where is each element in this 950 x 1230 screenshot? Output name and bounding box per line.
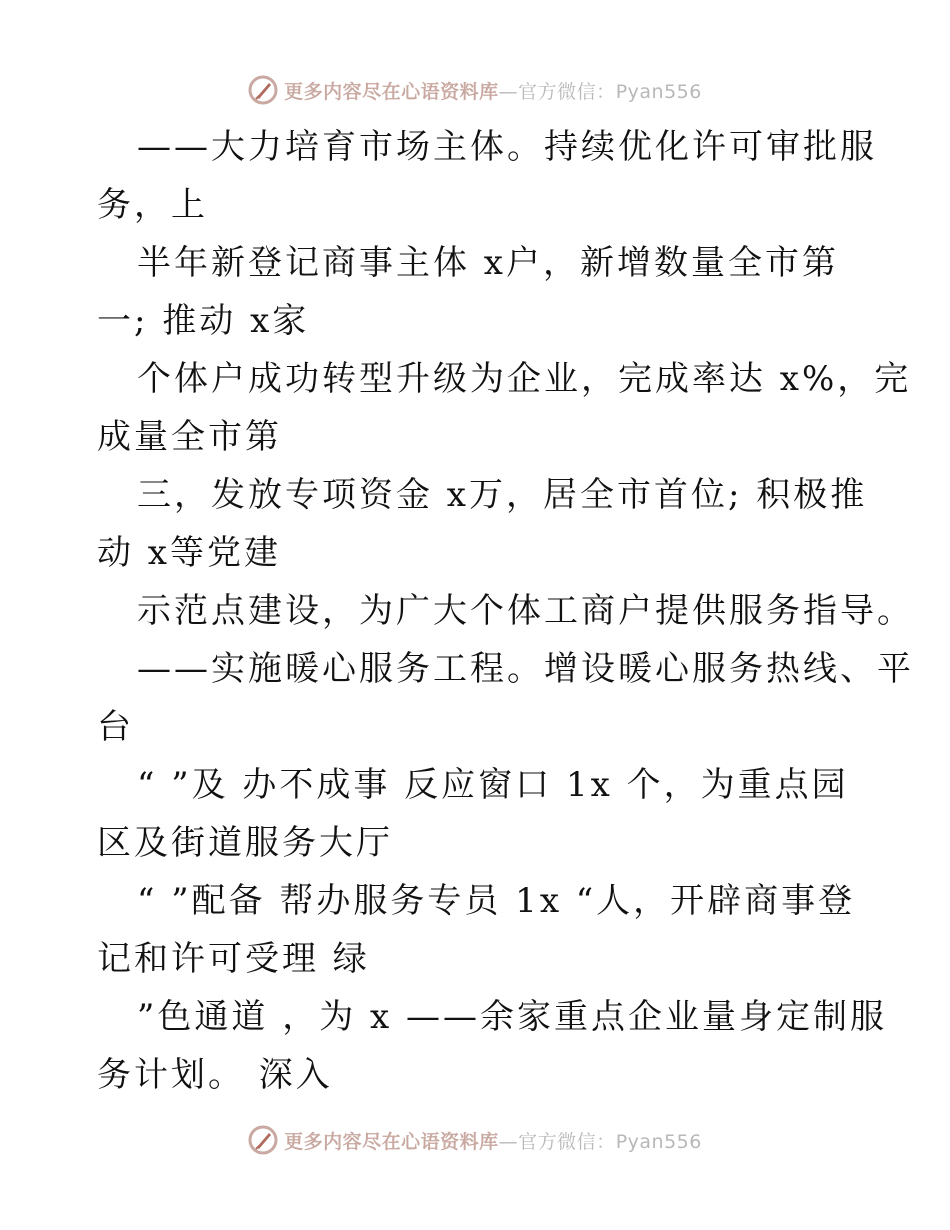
quill-logo-icon: [248, 75, 278, 105]
text-line: 区及街道服务大厅: [97, 823, 393, 863]
watermark-wechat-id: Pyan556: [615, 80, 702, 103]
document-body: [97, 118, 914, 1104]
text-line: ”色通道 ，为 x ——余家重点企业量身定制服: [137, 997, 887, 1037]
text-line: 个体户成功转型升级为企业，完成率达 x%，完: [137, 359, 912, 399]
text-line: 半年新登记商事主体 x户，新增数量全市第: [137, 243, 839, 283]
text-line: 示范点建设，为广大个体工商户提供服务指导。: [137, 591, 914, 631]
text-line: 务，上: [97, 185, 208, 225]
watermark-dash: —: [498, 80, 519, 103]
text-line: 动 x等党建: [97, 533, 281, 573]
watermark-main-text: 更多内容尽在心语资料库: [284, 80, 499, 103]
text-line: 台: [97, 707, 134, 747]
text-line: 一; 推动 x家: [97, 301, 310, 341]
watermark-sub-text: 官方微信：: [518, 1130, 616, 1153]
text-line: 成量全市第: [97, 417, 282, 457]
text-line: ——大力培育市场主体。持续优化许可审批服: [137, 127, 877, 167]
text-line: “ ”配备 帮办服务专员 1x “人，开辟商事登: [137, 881, 856, 921]
text-line: “ ”及 办不成事 反应窗口 1x 个，为重点园: [137, 765, 849, 805]
text-line: 三，发放专项资金 x万，居全市首位; 积极推: [137, 475, 868, 515]
footer-watermark: [0, 1120, 950, 1160]
text-line: 务计划。 深入: [97, 1055, 333, 1095]
header-watermark: [0, 70, 950, 110]
watermark-dash: —: [498, 1130, 519, 1153]
text-line: 记和许可受理 绿: [97, 939, 370, 979]
watermark-main-text: 更多内容尽在心语资料库: [284, 1130, 499, 1153]
watermark-sub-text: 官方微信：: [518, 80, 616, 103]
quill-logo-icon: [248, 1125, 278, 1155]
watermark-wechat-id: Pyan556: [615, 1130, 702, 1153]
text-line: ——实施暖心服务工程。增设暖心服务热线、平: [137, 649, 914, 689]
